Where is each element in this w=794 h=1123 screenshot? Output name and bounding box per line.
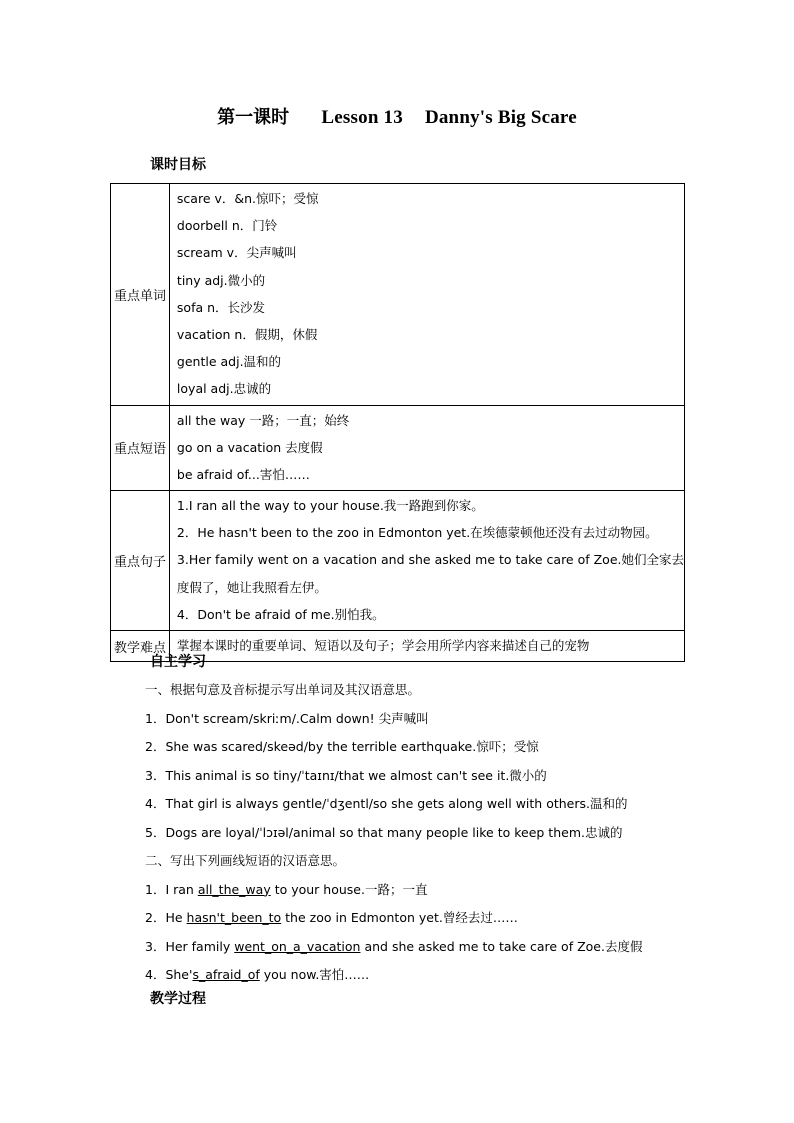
list-item: 3．This animal is so tiny/ˈtaɪnɪ/that we almost can't see it.微小的: [145, 767, 547, 783]
list-item: loyal adj.忠诚的: [176, 381, 272, 397]
part1-section: [145, 676, 642, 990]
page-title: [0, 103, 794, 129]
sentence-text: 2．He: [145, 910, 187, 925]
sentence-text: and she asked me to take care of Zoe.去度假: [360, 938, 643, 954]
difficulty-text: 掌握本课时的重要单词、短语以及句子；学会用所学内容来描述自己的宠物: [176, 638, 590, 653]
list-item: 4．Don't be afraid of me.别怕我。: [176, 606, 385, 622]
lesson-number: Lesson 13: [321, 107, 403, 128]
list-item: 5．Dogs are loyal/ˈlɔɪəl/animal so that many people like to keep them.忠诚的: [145, 824, 623, 840]
underlined-phrase: went_on_a_vacation: [234, 938, 361, 954]
part2-instruction: 二、写出下列画线短语的汉语意思。: [145, 853, 346, 868]
words-cell: [169, 184, 684, 406]
sentences-cell: [169, 491, 684, 631]
title-chinese: 第一课时: [217, 107, 290, 128]
list-item: 1．Don't scream/skriːm/.Calm down! 尖声喊叫: [145, 710, 429, 726]
phrases-label: 重点短语: [111, 405, 170, 491]
goals-table: [110, 183, 685, 662]
list-item: 3.Her family went on a vacation and she asked me to take care of Zoe.她们全家去: [176, 552, 684, 568]
list-item: 度假了，她让我照看左伊。: [176, 579, 327, 595]
list-item: 1.I ran all the way to your house.我一路跑到你家。: [176, 498, 484, 514]
list-item: scare v．&n.惊吓；受惊: [176, 191, 319, 206]
list-item: 2．She was scared/skeəd/by the terrible earthquake.惊吓；受惊: [145, 739, 539, 754]
words-label: 重点单词: [111, 184, 170, 406]
sentence-text: to your house.一路；一直: [270, 881, 428, 897]
sentence-text: 3．Her family: [145, 938, 235, 954]
part1-instruction: 一、根据句意及音标提示写出单词及其汉语意思。: [145, 682, 421, 697]
list-item: go on a vacation 去度假: [176, 439, 323, 455]
sentences-label: 重点句子: [111, 491, 170, 631]
goals-heading: 课时目标: [150, 157, 206, 173]
list-item: tiny adj.微小的: [176, 272, 266, 288]
list-item: sofa n．长沙发: [176, 299, 266, 315]
table-row: [111, 184, 685, 406]
list-item: scream v．尖声喊叫: [176, 245, 297, 261]
process-heading: 教学过程: [150, 991, 206, 1007]
list-item: [145, 933, 642, 962]
list-item: all the way 一路；一直；始终: [176, 412, 350, 428]
list-item: 4．That girl is always gentle/ˈdʒentl/so she gets along well with others.温和的: [145, 796, 628, 811]
phrases-cell: [169, 405, 684, 491]
sentence-text: 1．I ran: [145, 881, 198, 897]
list-item: [145, 904, 642, 933]
difficulty-cell: [169, 631, 684, 662]
sentence-text: you now.害怕……: [259, 967, 370, 982]
sentence-text: 4．She': [145, 967, 193, 982]
table-row: [111, 491, 685, 631]
underlined-phrase: hasn't_been_to: [186, 910, 282, 925]
list-item: gentle adj.温和的: [176, 354, 282, 370]
list-item: [145, 876, 642, 905]
list-item: [145, 961, 642, 990]
difficulty-label: 教学难点: [111, 631, 170, 662]
lesson-name: Danny's Big Scare: [424, 107, 577, 128]
self-study-heading: 自主学习: [150, 654, 206, 670]
list-item: doorbell n．门铃: [176, 218, 278, 234]
title-english: [321, 107, 576, 128]
underlined-phrase: s_afraid_of: [192, 967, 260, 982]
underlined-phrase: all_the_way: [197, 881, 271, 897]
table-row: [111, 405, 685, 491]
list-item: be afraid of...害怕……: [176, 466, 310, 482]
sentence-text: the zoo in Edmonton yet.曾经去过……: [281, 910, 518, 925]
list-item: vacation n．假期，休假: [176, 326, 318, 342]
list-item: 2．He hasn't been to the zoo in Edmonton yet.在埃德蒙顿他还没有去过动物园。: [176, 525, 658, 541]
